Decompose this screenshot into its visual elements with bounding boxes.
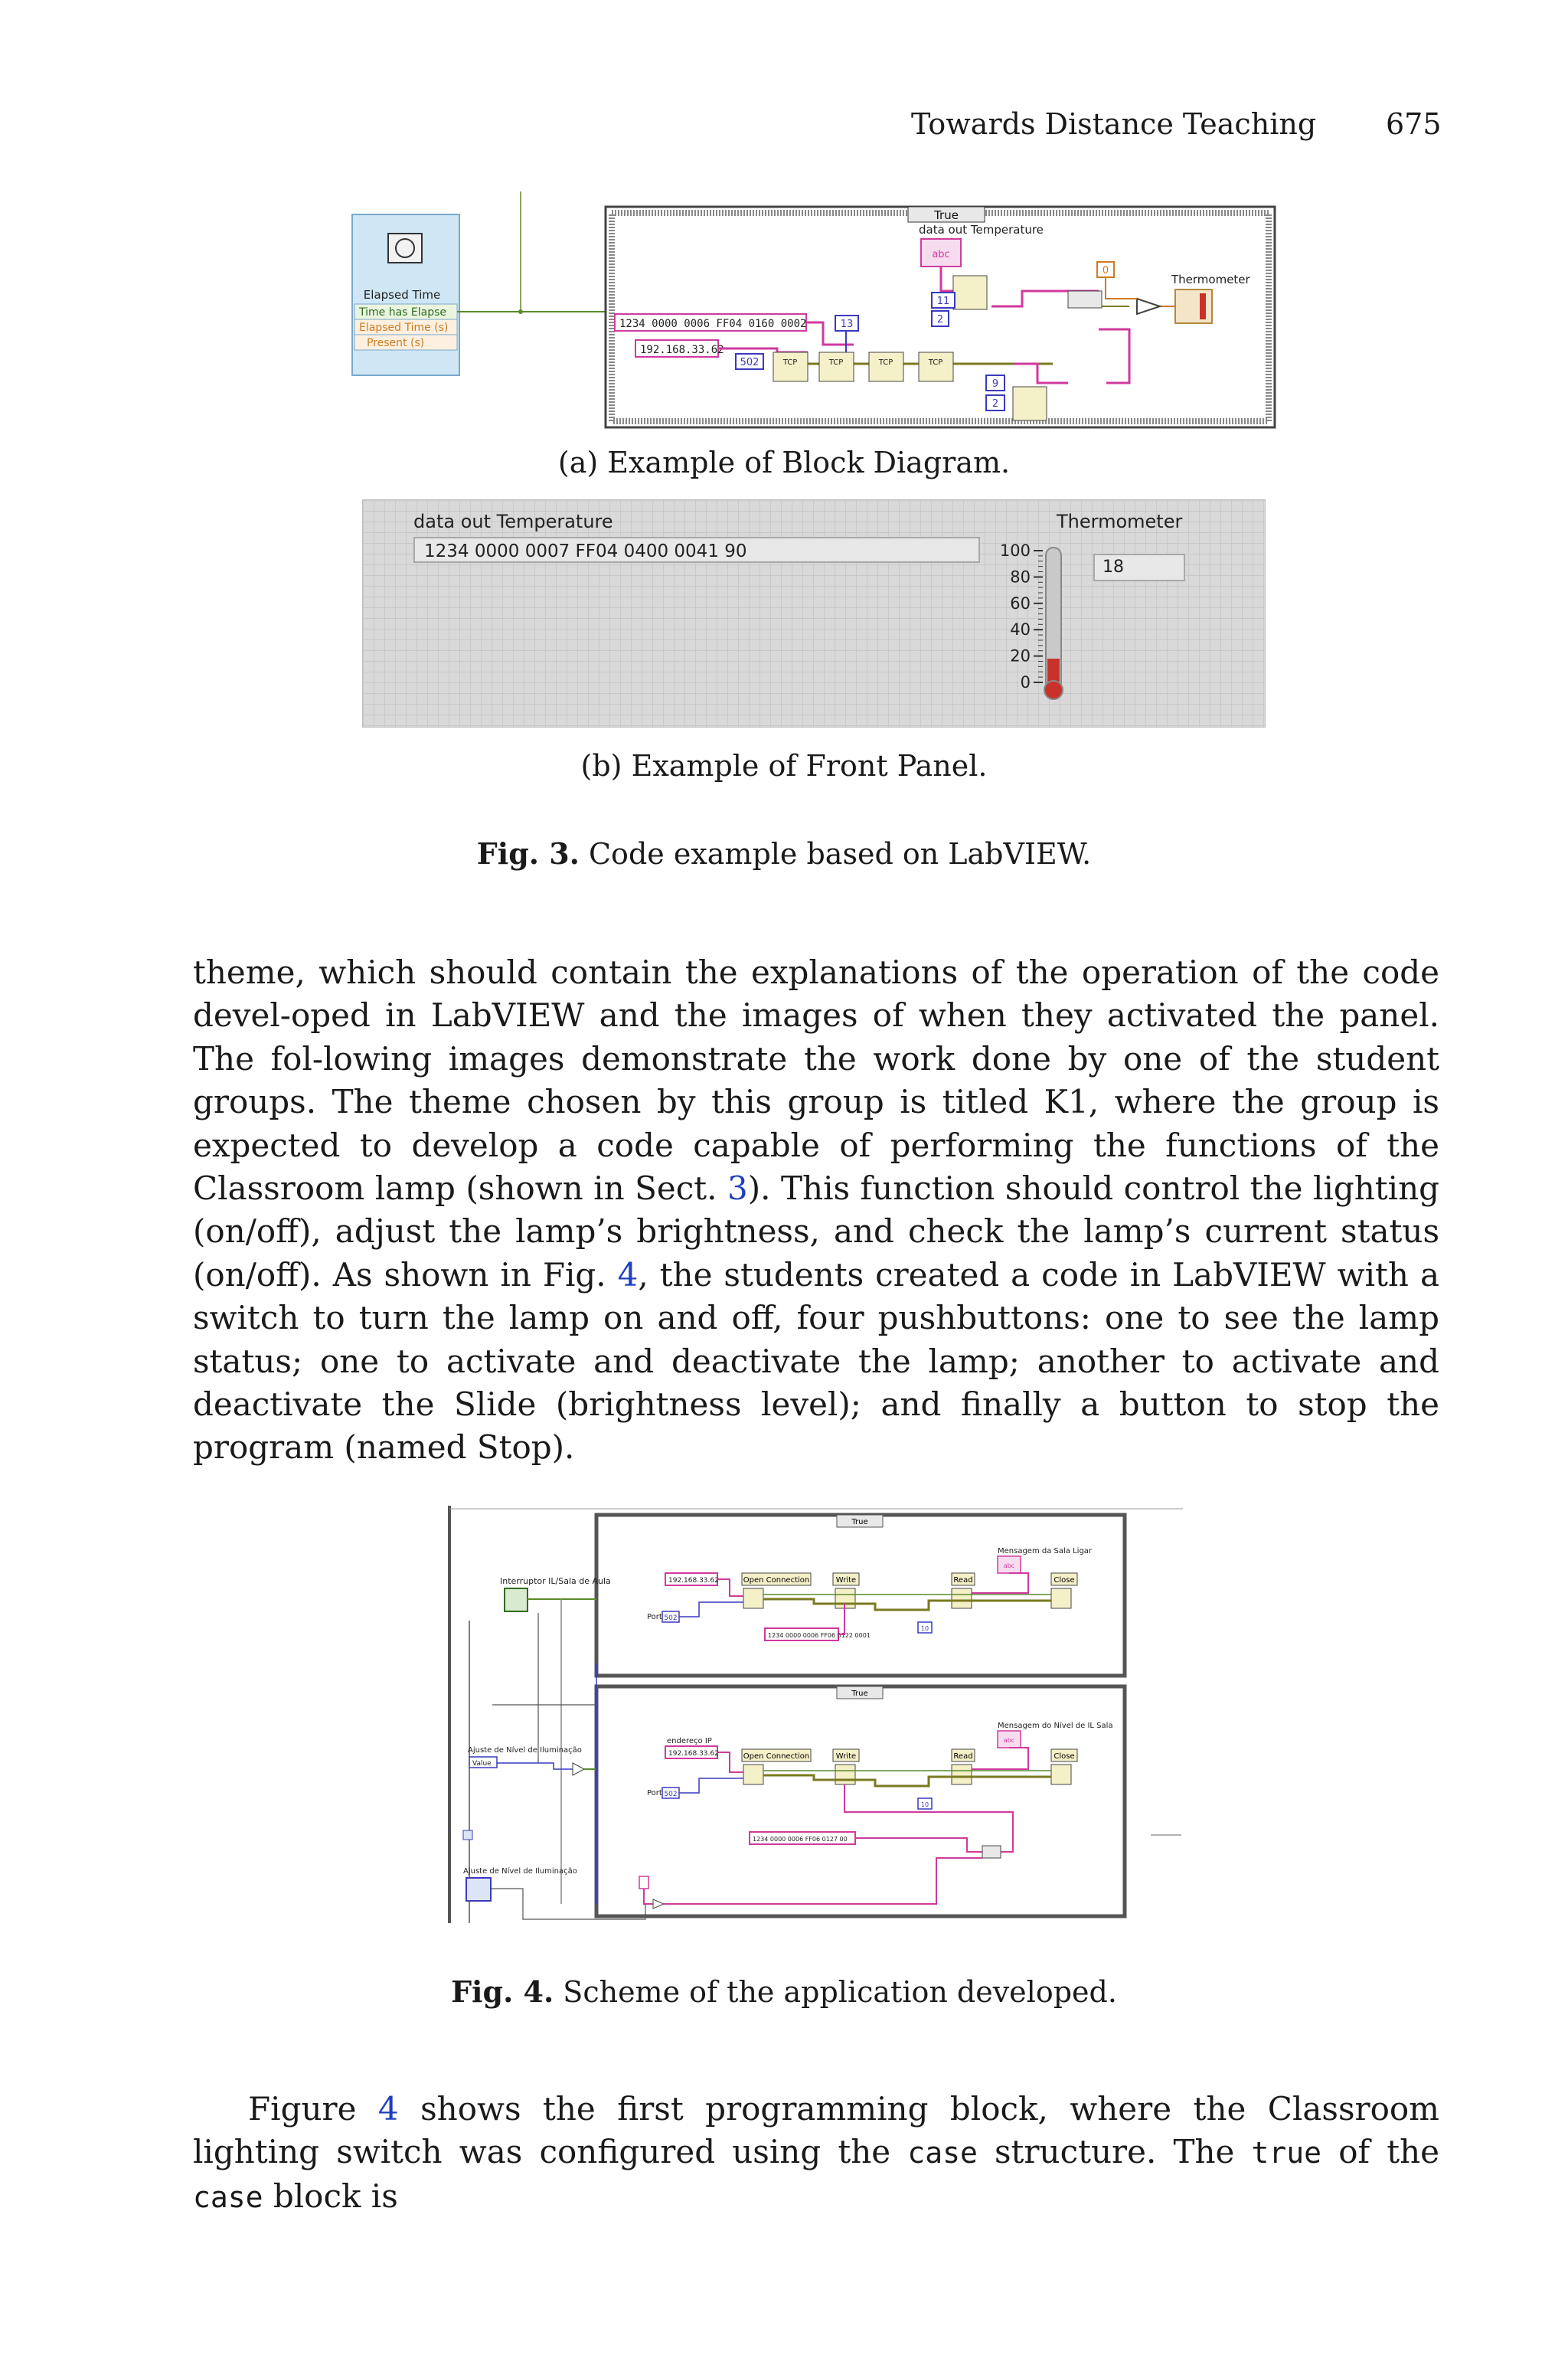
fig4-diagram-svg: [446, 1506, 1183, 1927]
elapsed-title: Elapsed Time: [363, 288, 441, 302]
ref-fig-4[interactable]: 4: [617, 1255, 639, 1294]
fig4-scheme: [446, 1506, 1183, 1927]
thermometer-tick-label: 20: [1010, 646, 1031, 666]
svg-text:Close: Close: [1054, 1752, 1075, 1761]
fig3-caption: [0, 836, 1568, 871]
fig3-caption-label: Fig. 3.: [476, 836, 580, 871]
svg-text:TCP: TCP: [782, 358, 798, 367]
case-selector-label: True: [934, 208, 959, 222]
p2-text-1: Figure: [248, 2090, 378, 2128]
thermometer-tick-label: 100: [999, 541, 1031, 560]
svg-text:abc: abc: [1003, 1737, 1015, 1744]
fig4-caption-text: Scheme of the application developed.: [554, 1975, 1117, 2009]
svg-text:Open Connection: Open Connection: [743, 1576, 810, 1585]
svg-text:Port: Port: [647, 1789, 662, 1797]
svg-text:192.168.33.62: 192.168.33.62: [668, 1577, 719, 1585]
code-case-1: case: [907, 2136, 978, 2170]
svg-text:Open Connection: Open Connection: [743, 1752, 810, 1761]
thermometer-tick-label: 60: [1010, 594, 1031, 613]
fig4-knob-label: Ajuste de Nível de Iluminação: [463, 1867, 577, 1876]
svg-text:Value: Value: [472, 1760, 492, 1768]
ref-sect-3[interactable]: 3: [727, 1169, 748, 1208]
fig4-slider-label: Ajuste de Nível de Iluminação: [468, 1746, 582, 1755]
svg-text:Mensagem do Nível de IL Sala: Mensagem do Nível de IL Sala: [998, 1722, 1113, 1730]
svg-text:Port: Port: [647, 1613, 662, 1621]
svg-text:abc: abc: [1003, 1562, 1015, 1569]
svg-text:1234 0000 0006 FF06 0122 0001: 1234 0000 0006 FF06 0122 0001: [768, 1632, 871, 1639]
svg-text:10: 10: [920, 1625, 929, 1632]
svg-text:9: 9: [991, 378, 999, 390]
p1-text-3: , the students created a code in LabVIEW with a switch to turn the lamp on and off, four pushbuttons: one to see the lamp status; one to activate and deactivate the lamp; another to activate and deactivate the Slide (brightness level); and finally a button to stop the program (named Stop).: [193, 1255, 1439, 1467]
elapsed-item-1: Elapsed Time (s): [359, 322, 449, 334]
thermometer-tick-label: 40: [1010, 620, 1031, 639]
svg-text:192.168.33.62: 192.168.33.62: [668, 1750, 719, 1758]
thermometer-tick-label: 0: [1020, 673, 1031, 692]
fig4-switch-label: Interruptor IL/Sala de Aula: [500, 1576, 611, 1586]
svg-text:Close: Close: [1054, 1576, 1075, 1585]
code-true: true: [1251, 2136, 1322, 2170]
fp-thermo-digital: 18: [1093, 554, 1185, 581]
svg-text:TCP: TCP: [878, 358, 893, 367]
svg-text:1234 0000 0006 FF06 0127 00: 1234 0000 0006 FF06 0127 00: [753, 1836, 848, 1843]
thermometer-tick-label: 80: [1010, 568, 1031, 587]
svg-text:11: 11: [936, 296, 950, 307]
fig3-caption-text: Code example based on LabVIEW.: [579, 837, 1092, 871]
svg-text:Read: Read: [953, 1752, 973, 1761]
svg-text:1234 0000 0006 FF04 0160 0002: 1234 0000 0006 FF04 0160 0002: [619, 318, 807, 330]
elapsed-item-2: Present (s): [367, 337, 425, 349]
thermometer-label: Thermometer: [1171, 273, 1250, 286]
svg-text:True: True: [851, 1689, 868, 1698]
elapsed-item-0: Time has Elapse: [359, 306, 447, 319]
svg-text:2: 2: [991, 398, 999, 410]
fig3a-subcaption: (a) Example of Block Diagram.: [557, 446, 1011, 479]
svg-text:Write: Write: [835, 1752, 857, 1761]
fig3a-block-diagram: [348, 191, 1290, 437]
svg-text:0: 0: [1102, 265, 1109, 276]
svg-text:abc: abc: [932, 249, 950, 260]
tcp-read-node: [869, 352, 903, 381]
fig4-knob-icon: [466, 1878, 491, 1901]
svg-text:Mensagem da Sala Ligar: Mensagem da Sala Ligar: [998, 1547, 1093, 1555]
fp-string-label: data out Temperature: [413, 511, 613, 532]
string-indicator-label: data out Temperature: [919, 223, 1044, 237]
fig4-switch-icon: [505, 1588, 528, 1611]
fig3b-front-panel: [362, 499, 1266, 728]
p2-text-2: shows the first programming block, where the Classroom lighting switch was configured using the: [193, 2090, 1439, 2171]
p2-text-5: block is: [263, 2177, 398, 2215]
svg-text:502: 502: [664, 1614, 678, 1622]
p1-text-1: theme, which should contain the explanations of the operation of the code devel-oped in LabVIEW and the images of when they activated the panel. The fol-lowing images demonstrate the work done by one of the student groups. The theme chosen by this group is titled K1, where the group is expected to develop a code capable of performing the functions of the Classroom lamp (shown in Sect.: [193, 953, 1439, 1208]
p2-text-4: of the: [1321, 2133, 1439, 2171]
fig3a-diagram-svg: [348, 191, 1290, 437]
svg-text:True: True: [851, 1518, 868, 1526]
svg-text:502: 502: [740, 357, 760, 368]
svg-text:13: 13: [840, 319, 854, 330]
code-case-2: case: [193, 2180, 263, 2214]
fig4-top-case: [596, 1515, 1125, 1676]
fp-string-indicator: 1234 0000 0007 FF04 0400 0041 90: [413, 537, 980, 563]
fig4-caption-label: Fig. 4.: [451, 1974, 554, 2009]
clock-icon: [388, 234, 422, 263]
ref-figure-4[interactable]: 4: [377, 2090, 399, 2128]
svg-text:Read: Read: [953, 1576, 973, 1585]
fp-thermo-label: Thermometer: [1057, 511, 1183, 532]
paragraph-2: [193, 2088, 1439, 2219]
page-number: 675: [1386, 107, 1442, 141]
svg-text:endereço IP: endereço IP: [667, 1737, 712, 1745]
tcp-open-node: [773, 352, 808, 381]
fp-thermometer: [998, 540, 1075, 716]
string-subset-node-2: [1013, 387, 1047, 420]
fig3b-subcaption: (b) Example of Front Panel.: [580, 749, 988, 783]
svg-text:502: 502: [664, 1791, 678, 1798]
string-subset-node: [953, 276, 987, 309]
svg-text:TCP: TCP: [928, 358, 943, 367]
p2-text-3: structure. The: [977, 2133, 1252, 2171]
thermometer-icon: [1175, 289, 1212, 323]
tcp-close-node: [919, 352, 953, 381]
p1-text-2: ). This function should control the lighting (on/off), adjust the lamp’s brightness, and check the lamp’s current status (on/off). As shown in Fig.: [193, 1169, 1440, 1294]
paragraph-1: [193, 951, 1439, 1470]
svg-text:10: 10: [920, 1801, 929, 1808]
fig4-caption: [0, 1974, 1568, 2009]
svg-text:TCP: TCP: [828, 358, 844, 367]
tcp-write-node: [819, 352, 854, 381]
running-title: Towards Distance Teaching: [911, 107, 1317, 141]
fig4-bottom-case: [596, 1686, 1125, 1916]
svg-text:Write: Write: [835, 1576, 857, 1585]
thermometer-scale: [1000, 541, 1043, 692]
svg-text:2: 2: [936, 314, 944, 325]
svg-text:192.168.33.62: 192.168.33.62: [640, 344, 724, 356]
hex-convert-node: [1068, 291, 1102, 308]
